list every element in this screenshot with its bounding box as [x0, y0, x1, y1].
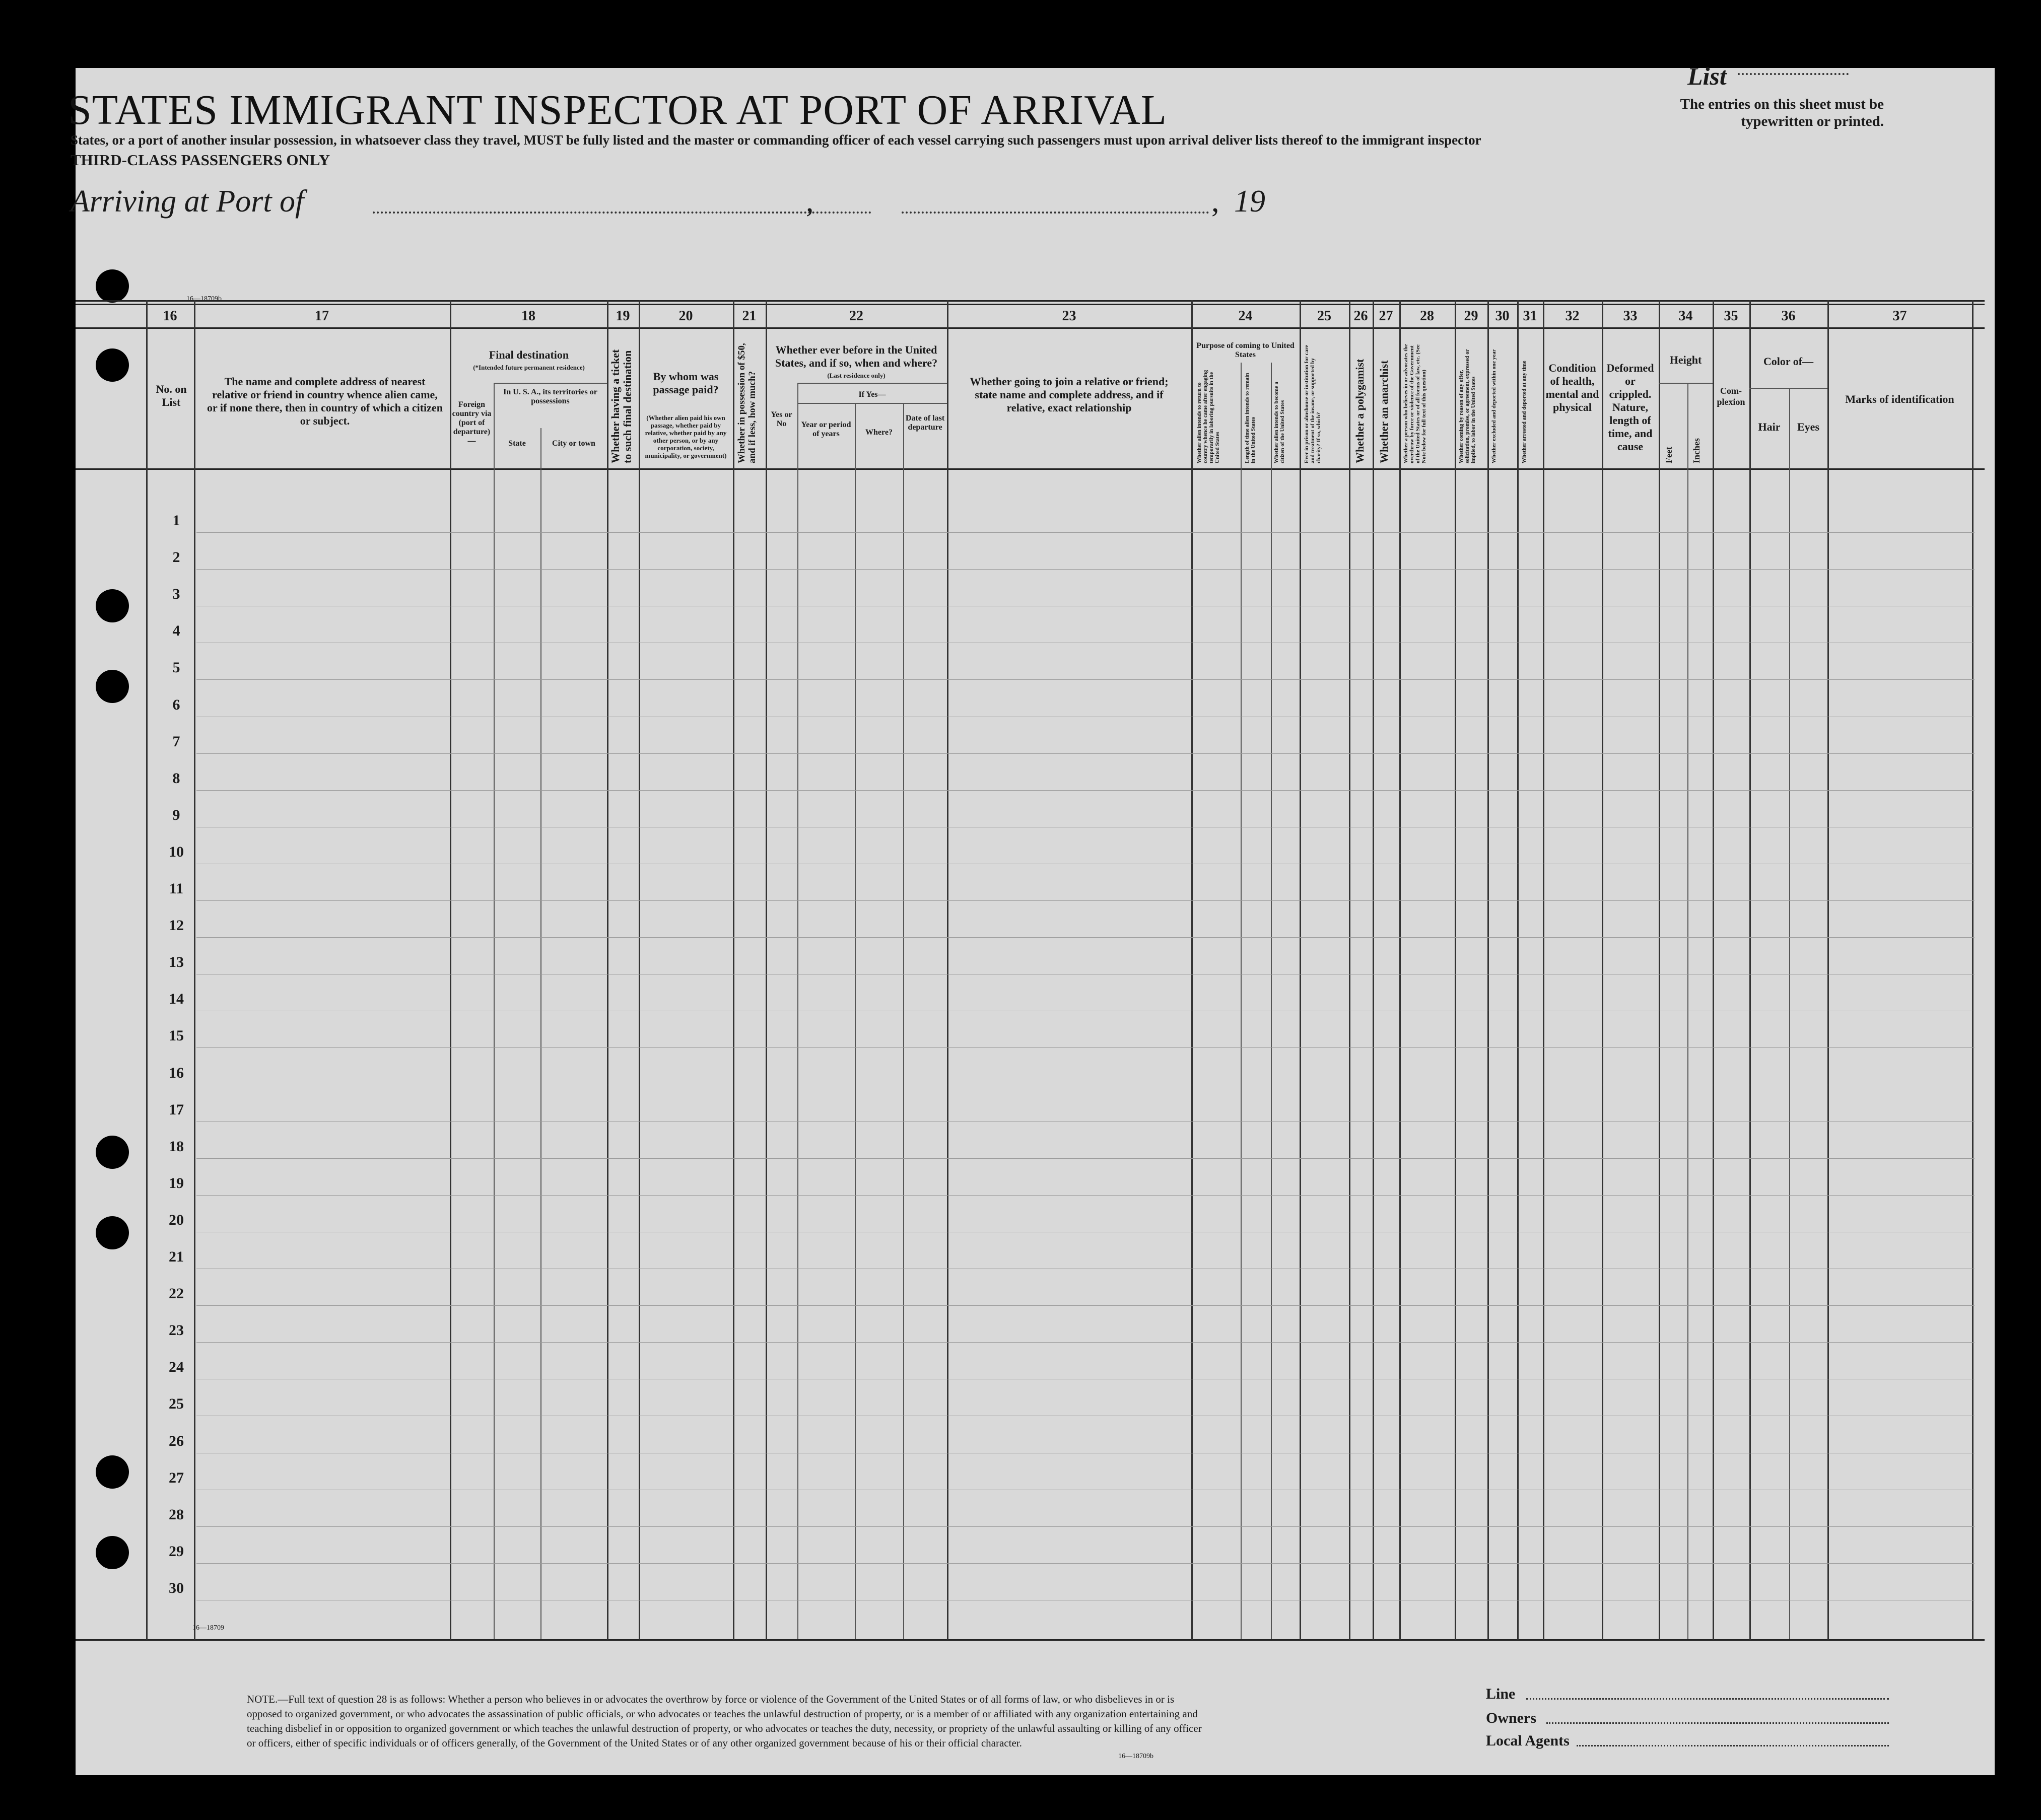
col-border — [1602, 300, 1603, 1640]
row-number: 5 — [172, 659, 180, 676]
col-border — [607, 300, 608, 1640]
column-number: 24 — [1238, 308, 1253, 324]
col34-inches: Inches — [1691, 438, 1702, 463]
subheader-line — [494, 383, 607, 384]
col18-header: Final destination — [489, 348, 569, 361]
col21-header: Whether in possession of $50, and if less, how much? — [736, 343, 758, 463]
col24-return: Whether alien intends to return to country whence he came after engaging temporarily in laboring pursuits in the United States — [1196, 370, 1220, 463]
col34-feet: Feet — [1664, 447, 1674, 463]
col22-header: Whether ever before in the United States, and if so, when and where? — [775, 343, 938, 369]
arriving-label: Arriving at Port of — [71, 184, 304, 219]
col-border — [947, 300, 948, 1640]
colnum-row-border — [76, 327, 1985, 329]
row-line — [196, 900, 1975, 901]
port-field[interactable] — [373, 212, 871, 214]
col18-city: City or town — [552, 439, 595, 448]
row-line — [196, 1158, 1975, 1159]
column-number: 16 — [163, 308, 177, 324]
col-border — [1300, 300, 1301, 1640]
row-number: 4 — [172, 622, 180, 639]
row-line — [196, 790, 1975, 791]
col24-header: Purpose of coming to United States — [1196, 341, 1295, 359]
row-line — [196, 753, 1975, 754]
col-border — [1789, 388, 1790, 1639]
column-number: 19 — [616, 308, 630, 324]
row-number: 26 — [169, 1433, 184, 1449]
row-number: 11 — [169, 880, 184, 897]
col36-header: Color of— — [1763, 355, 1814, 368]
row-number: 16 — [169, 1065, 184, 1081]
local-agents-field[interactable] — [1577, 1745, 1889, 1746]
col-border — [146, 300, 148, 1640]
punch-hole — [96, 269, 129, 303]
local-agents-label: Local Agents — [1486, 1732, 1570, 1749]
row-number: 20 — [169, 1212, 184, 1228]
row-number: 12 — [169, 917, 184, 934]
form-number-top: 16—18709b — [186, 295, 222, 303]
col18-state: State — [508, 439, 526, 448]
comma: , — [806, 184, 814, 219]
col29-header: Whether coming by reason of any offer, solicitation, promise, or agreement, expressed or implied, to labor in the United States — [1458, 349, 1476, 463]
col27-header: Whether an anarchist — [1378, 360, 1390, 463]
row-line — [196, 569, 1975, 570]
form-number-bottom-left: 16—18709 — [192, 1624, 224, 1632]
column-number: 20 — [678, 308, 693, 324]
owners-field[interactable] — [1546, 1722, 1889, 1724]
col22-yesno: Yes or No — [771, 410, 792, 428]
row-line — [196, 532, 1975, 533]
col24-length: Length of time alien intends to remain in the United States — [1244, 373, 1256, 463]
col-border — [1749, 300, 1751, 1640]
line-field[interactable] — [1526, 1698, 1889, 1700]
row-number: 8 — [172, 770, 180, 787]
col-border — [1713, 300, 1714, 1640]
comma: , — [1211, 184, 1219, 219]
col18-subheader: (*Intended future permanent residence) — [473, 364, 585, 371]
row-line — [196, 679, 1975, 680]
row-number: 9 — [172, 807, 180, 823]
form-number-bottom-right: 16—18709b — [1118, 1753, 1153, 1760]
col16-header: No. on List — [156, 383, 187, 408]
column-number: 17 — [315, 308, 329, 324]
col20-subheader: (Whether alien paid his own passage, whether paid by relative, whether paid by any other person, or by any corporation, society, municipality, or government) — [645, 414, 727, 459]
col31-header: Whether arrested and deported at any time — [1521, 361, 1527, 463]
question-28-note: NOTE.—Full text of question 28 is as follows: Whether a person who believes in or advocates the overthrow by force or violence of the Government of the United States or of all forms of law, or who disbelieves in or is opposed to organized government, or who advocates the assassination of public officials, or who advocates or teaches the unlawful destruction of property, or is a member of or affiliated with any organization entertaining and teaching disbelief in or opposition to organized government or which teaches the unlawful destruction of property, or who advocates or teaches the duty, necessity, or propriety of the unlawful assaulting or killing of any officer or officers, either of specific individuals or of officers generally, of the Government of the United States or of any other organized government because of his or their official character. — [247, 1693, 1202, 1749]
subheader-line — [797, 383, 947, 384]
col36-hair: Hair — [1758, 421, 1781, 433]
table-top-border — [76, 300, 1985, 302]
row-number: 19 — [169, 1175, 184, 1192]
punch-hole — [96, 589, 129, 622]
col25-header: Ever in prison or almshouse or institution for care and treatment of the insane, or supported by charity? If so, which? — [1304, 345, 1322, 463]
row-line — [196, 1305, 1975, 1306]
class-line: THIRD-CLASS PASSENGERS ONLY — [71, 151, 330, 169]
row-number: 17 — [169, 1101, 184, 1118]
col37-header: Marks of identification — [1845, 393, 1954, 405]
owners-label: Owners — [1486, 1710, 1536, 1726]
row-number: 13 — [169, 954, 184, 970]
column-number: 34 — [1678, 308, 1693, 324]
column-number: 28 — [1420, 308, 1434, 324]
col-border — [1543, 300, 1544, 1640]
row-number: 30 — [169, 1580, 184, 1596]
row-number: 28 — [169, 1506, 184, 1523]
row-line — [196, 1195, 1975, 1196]
year-prefix: 19 — [1234, 184, 1265, 219]
row-line — [196, 1342, 1975, 1343]
col33-header: Deformed or crippled. Nature, length of time, and cause — [1606, 362, 1654, 453]
punch-hole — [96, 348, 129, 382]
col-border — [1455, 300, 1456, 1640]
col-border — [1517, 300, 1519, 1640]
row-number: 22 — [169, 1285, 184, 1302]
col-border — [450, 300, 451, 1640]
row-number: 15 — [169, 1027, 184, 1044]
column-number: 30 — [1495, 308, 1510, 324]
typewritten-notice: The entries on this sheet must be typewritten or printed. — [1680, 96, 1884, 129]
row-number: 21 — [169, 1248, 184, 1265]
column-number: 35 — [1724, 308, 1738, 324]
punch-hole — [96, 1536, 129, 1569]
col-border — [1487, 300, 1489, 1640]
col22-where: Where? — [865, 428, 893, 437]
column-number: 26 — [1353, 308, 1368, 324]
row-line — [196, 1563, 1975, 1564]
column-number: 36 — [1781, 308, 1796, 324]
row-number: 24 — [169, 1359, 184, 1375]
subheader-line — [1749, 388, 1827, 389]
table-top-border — [76, 304, 1985, 305]
col-border — [1373, 300, 1374, 1640]
header-bottom-border — [76, 468, 1985, 470]
col-border — [1271, 363, 1272, 1639]
line-label: Line — [1486, 1686, 1516, 1702]
row-number: 25 — [169, 1395, 184, 1412]
column-number: 23 — [1062, 308, 1076, 324]
row-line — [196, 937, 1975, 938]
col-border — [540, 428, 541, 1639]
row-number: 6 — [172, 696, 180, 713]
col32-header: Condition of health, mental and physical — [1545, 362, 1599, 413]
col18-foreign: Foreign country via (port of departure)— — [452, 400, 492, 445]
column-number: 37 — [1892, 308, 1907, 324]
row-number: 7 — [172, 733, 180, 750]
punch-hole — [96, 1455, 129, 1489]
col-border — [1972, 300, 1974, 1640]
col34-header: Height — [1669, 354, 1702, 366]
col22-ifyes: If Yes— — [858, 390, 886, 399]
col-border — [1349, 300, 1350, 1640]
col-border — [733, 300, 734, 1640]
col18-usa: In U. S. A., its territories or possessions — [503, 388, 597, 405]
row-number: 2 — [172, 549, 180, 566]
col-border — [639, 300, 640, 1640]
column-number: 22 — [849, 308, 863, 324]
form-subtitle: States, or a port of another insular possession, in whatsoever class they travel, MUST be fully listed and the master or commanding officer of each vessel carrying such passengers must upon arrival deliver lists thereof to the immigrant inspector — [71, 132, 1481, 148]
col-border — [1399, 300, 1401, 1640]
col36-eyes: Eyes — [1797, 421, 1819, 433]
list-number-field[interactable] — [1738, 73, 1849, 75]
column-number: 21 — [742, 308, 757, 324]
row-line — [196, 1526, 1975, 1527]
col-border — [855, 403, 856, 1639]
punch-hole — [96, 1136, 129, 1169]
row-number: 10 — [169, 844, 184, 860]
col28-header: Whether a person who believes in or advocates the overthrow by force or violence of the Government of the United States or of all forms of law, etc. (See Note below for full text of this question) — [1403, 344, 1427, 463]
row-number: 14 — [169, 991, 184, 1007]
row-number: 23 — [169, 1322, 184, 1339]
list-label: List — [1687, 62, 1727, 90]
col22-date: Date of last departure — [905, 414, 945, 432]
col-border — [1659, 300, 1660, 1640]
col-border — [903, 403, 904, 1639]
row-number: 29 — [169, 1543, 184, 1560]
row-line — [196, 1047, 1975, 1048]
col-border — [1191, 300, 1193, 1640]
col35-header: Com- plexion — [1717, 386, 1745, 407]
col26-header: Whether a polygamist — [1353, 359, 1366, 463]
col19-header: Whether having a ticket to such final destination — [609, 349, 634, 463]
subheader-line — [1659, 383, 1713, 384]
date-field[interactable] — [902, 212, 1209, 214]
column-number: 33 — [1623, 308, 1638, 324]
col23-header: Whether going to join a relative or friend; state name and complete address, and if relative, exact relationship — [970, 375, 1169, 414]
punch-hole — [96, 1216, 129, 1249]
col22-subheader: (Last residence only) — [827, 372, 886, 379]
col30-header: Whether excluded and deported within one year — [1491, 349, 1497, 463]
form-title: STATES IMMIGRANT INSPECTOR AT PORT OF ARRIVAL — [68, 87, 1167, 133]
table-bottom-border — [76, 1639, 1985, 1641]
row-number: 3 — [172, 586, 180, 602]
col20-header: By whom was passage paid? — [653, 370, 719, 396]
punch-hole — [96, 670, 129, 703]
column-number: 32 — [1565, 308, 1580, 324]
subheader-line — [797, 403, 947, 404]
col24-citizen: Whether alien intends to become a citizen of the United States — [1273, 381, 1285, 463]
column-number: 18 — [521, 308, 535, 324]
column-number: 29 — [1464, 308, 1478, 324]
col17-header: The name and complete address of nearest relative or friend in country whence alien came, or if none there, then in country of which a citizen or subject. — [207, 375, 443, 427]
column-number: 27 — [1379, 308, 1393, 324]
col-border — [766, 300, 767, 1640]
row-number: 1 — [172, 512, 180, 529]
row-number: 27 — [169, 1469, 184, 1486]
column-number: 31 — [1523, 308, 1537, 324]
col-border — [1241, 363, 1242, 1639]
col-border — [1827, 300, 1829, 1640]
col22-year: Year or period of years — [801, 421, 851, 438]
row-number: 18 — [169, 1138, 184, 1155]
column-number: 25 — [1317, 308, 1331, 324]
